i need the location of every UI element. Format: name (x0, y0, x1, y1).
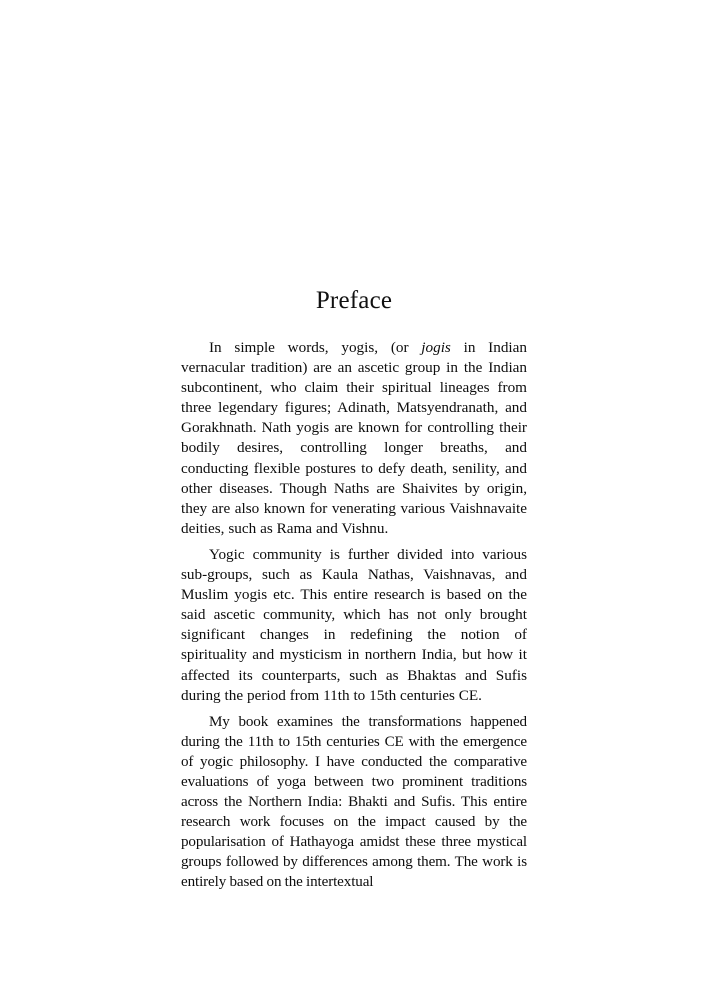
text-column (181, 286, 527, 892)
paragraph-1-rest: in Indian vernacular tradition) are an ascetic group in the Indian subcontinent, who claim their spiritual lineages from three legendary figures; Adinath, Matsyendranath, and Gorakhnath. Nath yogis are known for controlling their bodily desires, controlling longer breaths, and conducting flexible postures to defy death, senility, and other diseases. Though Naths are Shaivites by origin, they are also known for venerating various Vaishnavaite deities, such as Rama and Vishnu. (181, 339, 527, 537)
paragraph-1-lead: In simple words, yogis, (or (209, 339, 422, 356)
paragraph-2: Yogic community is further divided into various sub-groups, such as Kaula Nathas, Vaishnavas, and Muslim yogis etc. This entire research is based on the said ascetic community, which has not only brought significant changes in redefining the notion of spirituality and mysticism in northern India, but how it affected its counterparts, such as Bhaktas and Sufis during the period from 11th to 15th centuries CE. (181, 545, 527, 704)
paragraph-3: My book examines the transformations happened during the 11th to 15th centuries CE with the emergence of yogic philosophy. I have conducted the comparative evaluations of yoga between two prominent traditions across the Northern India: Bhakti and Sufis. This entire research work focuses on the impact caused by the popularisation of Hathayoga amidst these three mystical groups followed by differences among them. The work is entirely based on the intertextual (181, 713, 527, 890)
paragraph-1 (181, 338, 527, 539)
page-title: Preface (315, 287, 393, 314)
paragraph-1-emphasis: jogis (421, 339, 451, 356)
